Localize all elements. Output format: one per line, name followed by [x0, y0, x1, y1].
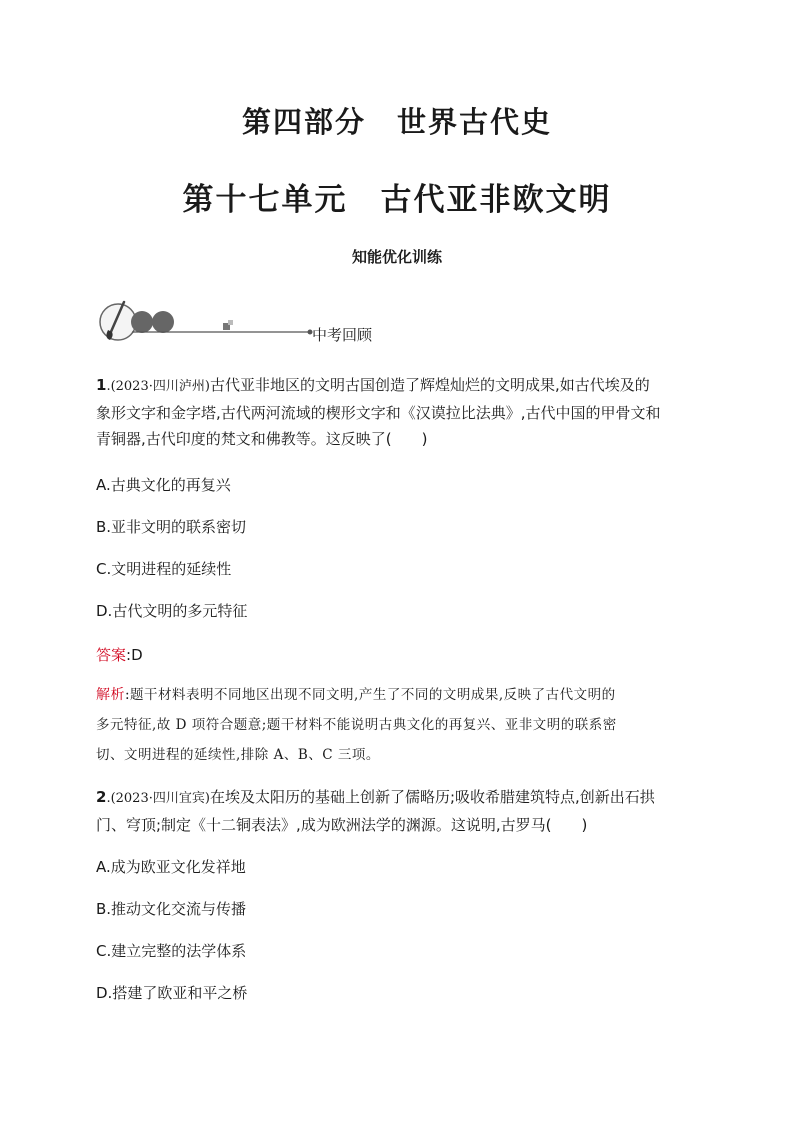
analysis-line: :题干材料表明不同地区出现不同文明,产生了不同的文明成果,反映了古代文明的: [125, 687, 616, 703]
stem-line: 青铜器,古代印度的梵文和佛教等。这反映了( ): [96, 430, 428, 448]
stem-line: 在埃及太阳历的基础上创新了儒略历;吸收希腊建筑特点,创新出石拱: [209, 788, 655, 806]
answer-line: [96, 644, 143, 665]
question-number: 1: [96, 376, 107, 394]
question-source: .(2023·四川宜宾): [106, 791, 210, 806]
stem-line: 古代亚非地区的文明古国创造了辉煌灿烂的文明成果,如古代埃及的: [209, 376, 650, 394]
question-number: 2: [96, 788, 107, 806]
unit-title: 第十七单元 古代亚非欧文明: [182, 182, 612, 218]
question-1-stem: [96, 372, 700, 452]
option-a: A.古典文化的再复兴: [96, 476, 231, 494]
analysis-block: [96, 680, 700, 770]
stem-line: 象形文字和金字塔,古代两河流域的楔形文字和《汉谟拉比法典》,古代中国的甲骨文和: [96, 404, 661, 422]
analysis-line: 多元特征,故 D 项符合题意;题干材料不能说明古典文化的再复兴、亚非文明的联系密: [96, 717, 617, 733]
section-label: 中考回顾: [312, 326, 373, 344]
stem-line: 门、穹顶;制定《十二铜表法》,成为欧洲法学的渊源。这说明,古罗马( ): [96, 816, 588, 834]
question-source: .(2023·四川泸州): [106, 379, 210, 394]
option-c: C.文明进程的延续性: [96, 560, 232, 578]
answer-tag: 答案: [96, 646, 127, 664]
subtitle: 知能优化训练: [351, 248, 442, 266]
option-b: B.亚非文明的联系密切: [96, 518, 247, 536]
option-b: B.推动文化交流与传播: [96, 900, 247, 918]
option-d: D.搭建了欧亚和平之桥: [96, 984, 248, 1002]
part-title: 第四部分 世界古代史: [241, 105, 552, 139]
question-2-stem: [96, 784, 700, 838]
option-a: A.成为欧亚文化发祥地: [96, 858, 246, 876]
analysis-line: 切、文明进程的延续性,排除 A、B、C 三项。: [96, 747, 380, 763]
option-c: C.建立完整的法学体系: [96, 942, 247, 960]
option-d: D.古代文明的多元特征: [96, 602, 248, 620]
answer-value: :D: [126, 646, 143, 664]
analysis-tag: 解析: [96, 687, 125, 703]
